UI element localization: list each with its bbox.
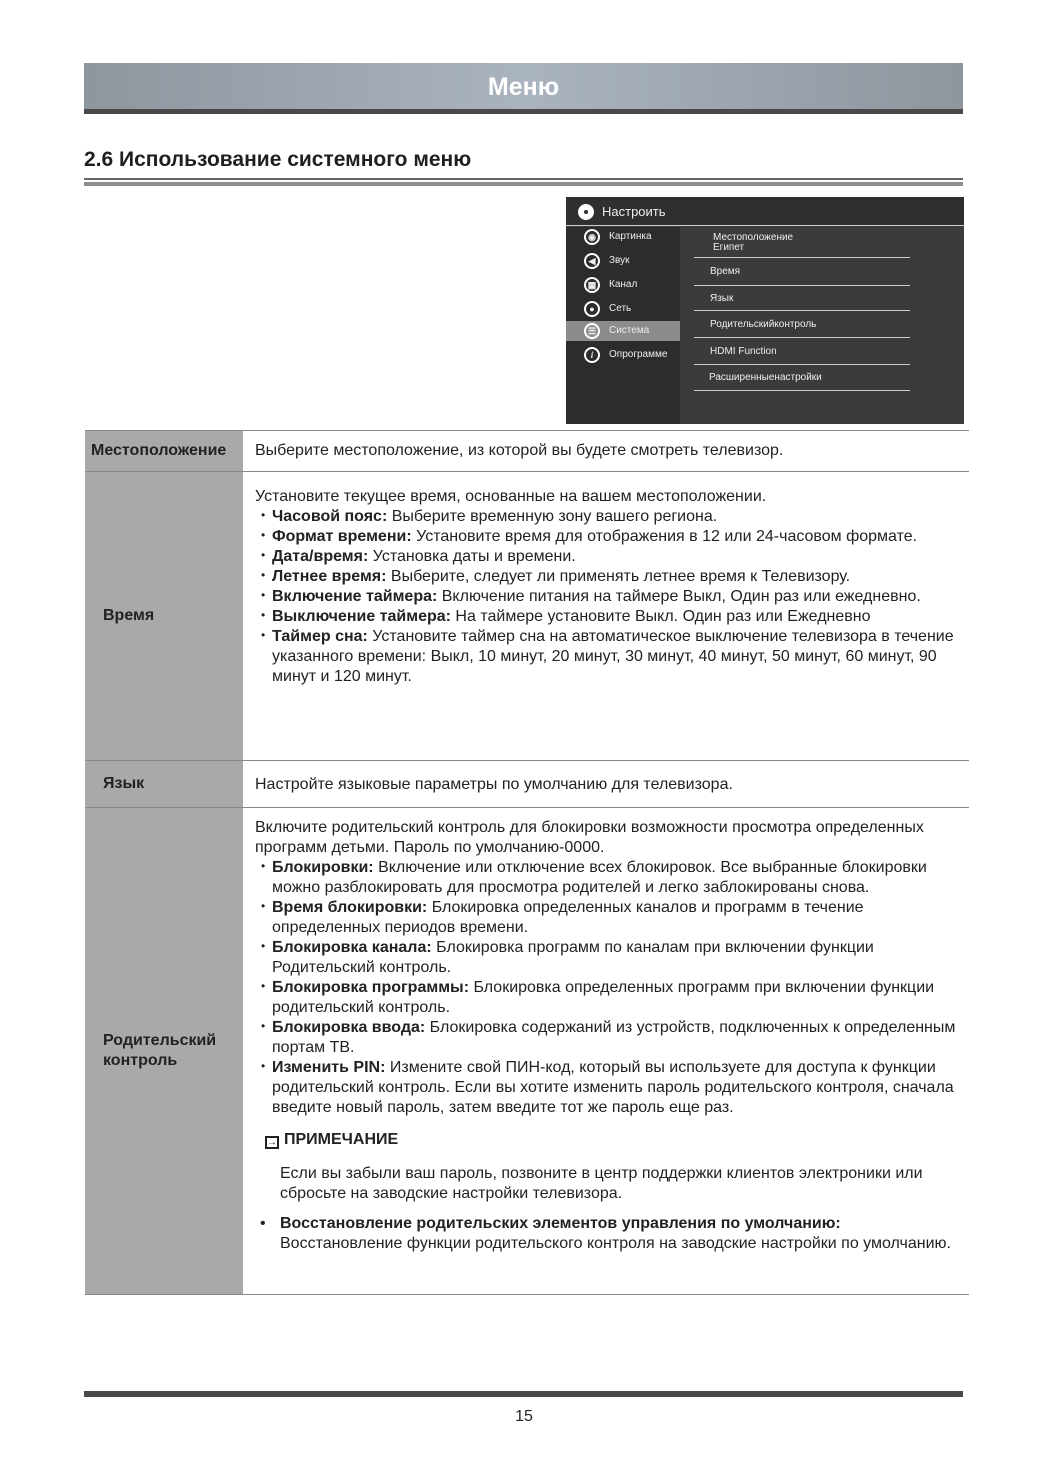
page-title: 2.6 Использование системного меню xyxy=(84,148,472,171)
sound-icon: ◀ xyxy=(584,253,600,269)
item-term: Включение таймера: xyxy=(272,588,438,605)
tv-menu-item xyxy=(566,345,680,365)
note-heading xyxy=(265,1130,961,1150)
gear-icon xyxy=(578,204,594,220)
item-term: Формат времени: xyxy=(272,528,412,545)
item-text: Включение или отключение всех блокировок. Все выбранные блокировки можно разблокировать для просмотра родителей и легко заблокированы снова. xyxy=(272,859,927,896)
item-text: Выберите временную зону вашего региона. xyxy=(387,508,718,525)
item-text: Установите таймер сна на автоматическое выключение телевизора в течение указанного времени: Выкл, 10 минут, 20 минут, 30 минут, 40 минут, 50 минут, 60 минут, 90 минут и 120 минут. xyxy=(272,628,954,685)
item-text: Установка даты и времени. xyxy=(368,548,576,565)
section-banner: Меню xyxy=(84,63,963,109)
item-term: Блокировка программы: xyxy=(272,979,470,996)
item-term: Таймер сна: xyxy=(272,628,368,645)
tv-menu-label: Звук xyxy=(609,255,630,266)
list-item xyxy=(255,567,961,587)
item-term: Блокировка канала: xyxy=(272,939,432,956)
tv-option xyxy=(694,365,910,391)
row-description: Выберите местоположение, из которой вы будете смотреть телевизор. xyxy=(255,442,784,459)
tv-option xyxy=(694,311,910,338)
tv-option xyxy=(694,338,910,365)
list-item xyxy=(255,627,961,687)
item-term: Летнее время: xyxy=(272,568,387,585)
list-item xyxy=(255,898,961,938)
item-text: Блокировка содержаний из устройств, подключенных к определенным портам ТВ. xyxy=(272,1019,956,1056)
tv-header xyxy=(566,197,964,226)
tv-menu-label: Сеть xyxy=(609,303,632,314)
item-text: Блокировка программ по каналам при включении функции Родительский контроль. xyxy=(272,939,874,976)
list-item xyxy=(255,587,961,607)
list-item xyxy=(255,1058,961,1118)
tv-option-label: HDMI Function xyxy=(710,346,777,357)
banner-divider xyxy=(84,109,963,114)
tv-menu-item xyxy=(566,275,680,295)
tv-option xyxy=(694,286,910,311)
note-text: Если вы забыли ваш пароль, позвоните в центр поддержки клиентов электроники или сбросьте на заводские настройки телевизора. xyxy=(280,1165,923,1202)
channel-icon: ▦ xyxy=(584,277,600,293)
tv-option xyxy=(694,258,910,286)
list-item xyxy=(255,1018,961,1058)
item-text: Восстановление функции родительского контроля на заводские настройки по умолчанию. xyxy=(280,1235,951,1252)
item-text: Блокировка определенных каналов и программ в течение определенных периодов времени. xyxy=(272,899,864,936)
item-text: Измените свой ПИН-код, который вы используете для доступа к функции родительский контроль. Если вы хотите изменить пароль родительского контроля, сначала введите новый пароль, затем введите тот же пароль еще раз. xyxy=(272,1059,954,1116)
row-header: Язык xyxy=(85,761,243,807)
system-icon: ☰ xyxy=(584,323,600,339)
list-item xyxy=(255,547,961,567)
table-row-language xyxy=(85,761,969,808)
item-text: На таймере установите Выкл. Один раз или Ежедневно xyxy=(450,608,871,625)
item-term: Время блокировки: xyxy=(272,899,428,916)
note-arrow-icon: → xyxy=(267,1137,277,1148)
row-header: Родительский контроль xyxy=(85,808,243,1294)
tv-menu-item xyxy=(566,227,680,247)
item-text: Блокировка определенных программ при включении функции родительский контроль. xyxy=(272,979,935,1016)
item-term: Дата/время: xyxy=(272,548,369,565)
tv-menu-item xyxy=(566,299,680,319)
item-text: Включение питания на таймере Выкл, Один раз или ежедневно. xyxy=(437,588,921,605)
tv-option-label: Родительскийконтроль xyxy=(710,319,817,330)
list-item xyxy=(255,858,961,898)
tv-header-label: Настроить xyxy=(602,204,666,219)
item-term: Восстановление родительских элементов управления по умолчанию: xyxy=(280,1215,841,1232)
row-header: Местоположение xyxy=(85,431,243,471)
tv-settings-screenshot xyxy=(566,197,964,424)
title-rule-thick xyxy=(84,182,963,186)
list-item xyxy=(255,978,961,1018)
item-term: Блокировка ввода: xyxy=(272,1019,426,1036)
tv-menu-item-selected xyxy=(566,321,680,341)
settings-table xyxy=(85,430,969,1252)
table-row-parental xyxy=(85,808,969,1295)
tv-menu-label: Система xyxy=(609,325,650,336)
info-icon: i xyxy=(584,347,600,363)
list-item xyxy=(255,527,961,547)
tv-option-label: Расширенныенастройки xyxy=(709,372,822,383)
item-term: Часовой пояс: xyxy=(272,508,388,525)
list-item xyxy=(255,1214,961,1254)
table-row-location xyxy=(85,431,969,472)
title-rule xyxy=(84,178,963,180)
note-heading-label: ПРИМЕЧАНИЕ xyxy=(284,1131,399,1148)
page-number: 15 xyxy=(515,1408,533,1425)
tv-option-label: Язык xyxy=(710,293,734,304)
tv-menu-label: Опрограмме xyxy=(609,349,668,360)
item-term: Изменить PIN: xyxy=(272,1059,386,1076)
row-header: Время xyxy=(85,472,243,760)
tv-menu-label: Канал xyxy=(609,279,638,290)
tv-menu-item xyxy=(566,251,680,271)
picture-icon: ◉ xyxy=(584,229,600,245)
list-item xyxy=(255,507,961,527)
tv-option xyxy=(694,231,910,258)
row-description xyxy=(243,808,969,1254)
tv-left-menu xyxy=(566,227,680,424)
tv-option-label: Время xyxy=(710,266,741,277)
item-text: Выберите, следует ли применять летнее время к Телевизору. xyxy=(386,568,851,585)
item-term: Блокировки: xyxy=(272,859,374,876)
intro-text: Установите текущее время, основанные на вашем местоположении. xyxy=(255,488,767,505)
network-icon: ● xyxy=(584,301,600,317)
tv-option-label: Местоположение xyxy=(713,232,794,243)
tv-option-value: Египет xyxy=(713,242,745,253)
intro-text: Включите родительский контроль для блокировки возможности просмотра определенных программ детьми. Пароль по умолчанию-0000. xyxy=(255,819,924,856)
item-text: Установите время для отображения в 12 или 24-часовом формате. xyxy=(411,528,918,545)
list-item xyxy=(255,607,961,627)
list-item xyxy=(255,938,961,978)
table-row-time xyxy=(85,472,969,761)
row-description xyxy=(243,472,969,687)
item-term: Выключение таймера: xyxy=(272,608,451,625)
footer-rule xyxy=(84,1391,963,1397)
row-description: Настройте языковые параметры по умолчанию для телевизора. xyxy=(255,776,733,793)
tv-menu-label: Картинка xyxy=(609,231,652,242)
